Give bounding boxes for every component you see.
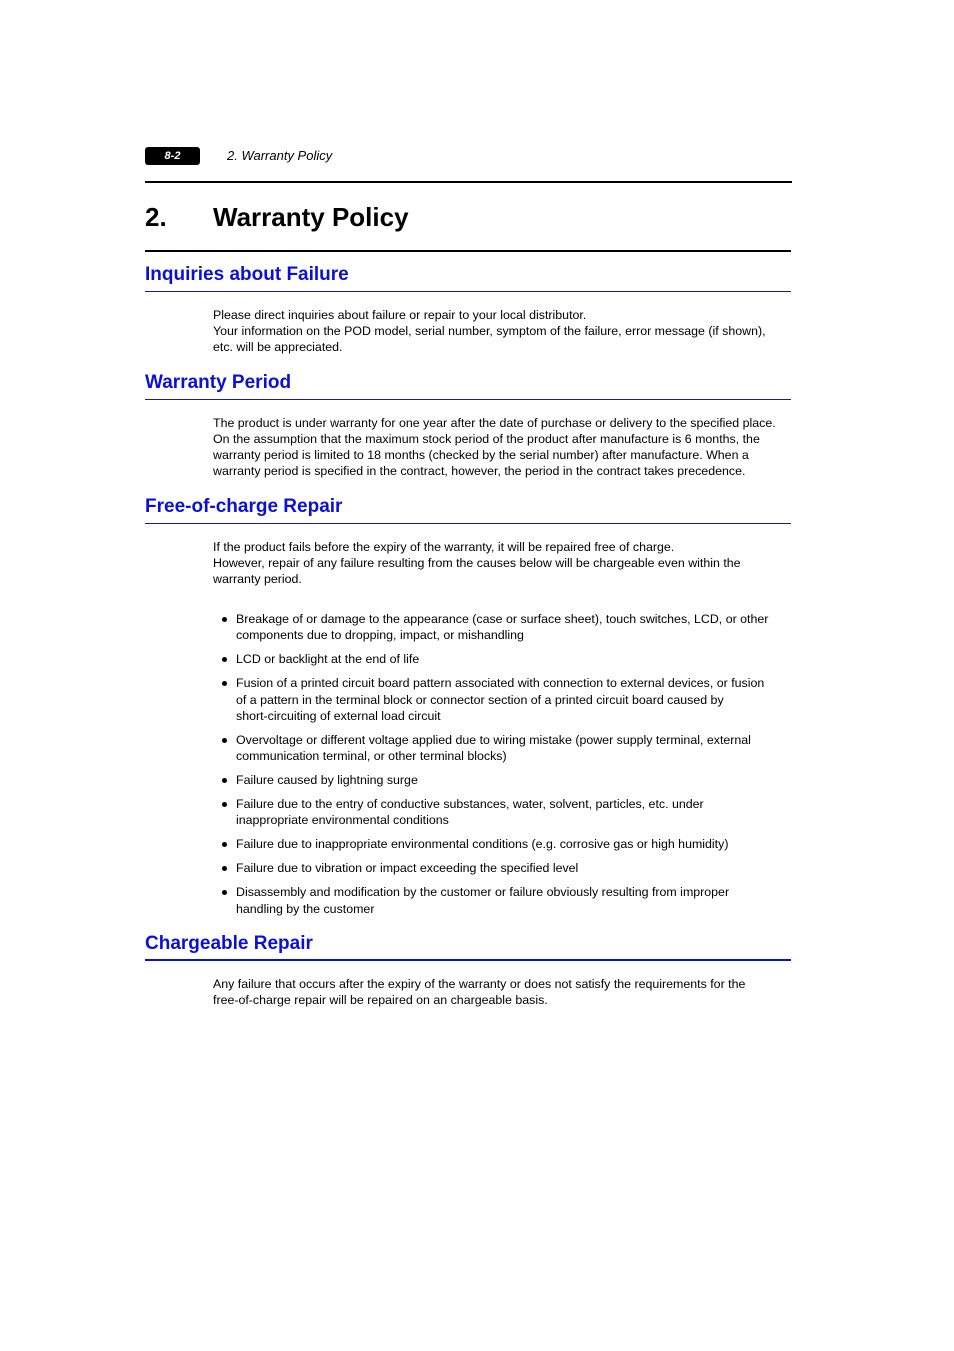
- chargeable-repair-paragraph: [213, 976, 791, 1008]
- chapter-heading: [145, 200, 409, 234]
- paragraph-line: warranty period is limited to 18 months (checked by the serial number) after manufacture. When a: [213, 448, 749, 462]
- header-rule: [145, 181, 792, 183]
- bullet-icon: [222, 842, 227, 847]
- section-title-inquiries: Inquiries about Failure: [145, 264, 349, 285]
- paragraph-line: warranty period.: [213, 572, 302, 586]
- paragraph-line: However, repair of any failure resulting from the causes below will be chargeable even within the: [213, 556, 741, 570]
- section-rule-free-repair: [145, 523, 791, 524]
- exclusion-list: [213, 611, 791, 925]
- section-rule-chargeable-repair: [145, 959, 791, 961]
- list-item: Failure caused by lightning surge: [213, 772, 791, 788]
- paragraph-line: The product is under warranty for one year after the date of purchase or delivery to the specified place.: [213, 416, 776, 430]
- paragraph-line: Please direct inquiries about failure or repair to your local distributor.: [213, 308, 587, 322]
- running-header-title: 2. Warranty Policy: [227, 148, 333, 163]
- bullet-icon: [222, 738, 227, 743]
- section-title-warranty-period: Warranty Period: [145, 372, 292, 393]
- list-item: Overvoltage or different voltage applied due to wiring mistake (power supply terminal, external communication terminal, or other terminal blocks): [213, 732, 791, 765]
- warranty-period-paragraph: [213, 415, 791, 479]
- chapter-number: 2.: [145, 202, 167, 232]
- inquiries-paragraph: [213, 307, 791, 355]
- list-item: LCD or backlight at the end of life: [213, 651, 791, 667]
- paragraph-line: If the product fails before the expiry of the warranty, it will be repaired free of charge.: [213, 540, 675, 554]
- paragraph-line: Your information on the POD model, serial number, symptom of the failure, error message (if shown),: [213, 324, 766, 338]
- section-rule-warranty-period: [145, 399, 791, 400]
- bullet-icon: [222, 778, 227, 783]
- bullet-icon: [222, 866, 227, 871]
- list-item: Breakage of or damage to the appearance (case or surface sheet), touch switches, LCD, or other components due to dropping, impact, or mishandling: [213, 611, 791, 644]
- list-item: Fusion of a printed circuit board pattern associated with connection to external devices, or fusion of a pattern in the terminal block or connector section of a printed circuit board caused by short-circuiting of external load circuit: [213, 675, 791, 724]
- paragraph-line: On the assumption that the maximum stock period of the product after manufacture is 6 months, the: [213, 432, 760, 446]
- bullet-icon: [222, 617, 227, 622]
- list-item: Disassembly and modification by the customer or failure obviously resulting from improper handling by the customer: [213, 884, 791, 917]
- section-title-free-repair: Free-of-charge Repair: [145, 496, 343, 517]
- bullet-icon: [222, 802, 227, 807]
- paragraph-line: etc. will be appreciated.: [213, 340, 343, 354]
- section-title-chargeable-repair: Chargeable Repair: [145, 933, 313, 954]
- section-rule-inquiries: [145, 291, 791, 292]
- list-item: Failure due to the entry of conductive substances, water, solvent, particles, etc. under inappropriate environmental conditions: [213, 796, 791, 829]
- paragraph-line: free-of-charge repair will be repaired on an chargeable basis.: [213, 993, 548, 1007]
- bullet-icon: [222, 890, 227, 895]
- page-number-badge: 8-2: [145, 147, 200, 165]
- bullet-icon: [222, 681, 227, 686]
- bullet-icon: [222, 657, 227, 662]
- list-item: Failure due to vibration or impact exceeding the specified level: [213, 860, 791, 876]
- chapter-title: Warranty Policy: [213, 202, 409, 232]
- paragraph-line: warranty period is specified in the contract, however, the period in the contract takes precedence.: [213, 464, 746, 478]
- paragraph-line: Any failure that occurs after the expiry of the warranty or does not satisfy the requirements for the: [213, 977, 746, 991]
- free-repair-paragraph: [213, 539, 791, 587]
- list-item: Failure due to inappropriate environmental conditions (e.g. corrosive gas or high humidity): [213, 836, 791, 852]
- chapter-rule: [145, 250, 791, 252]
